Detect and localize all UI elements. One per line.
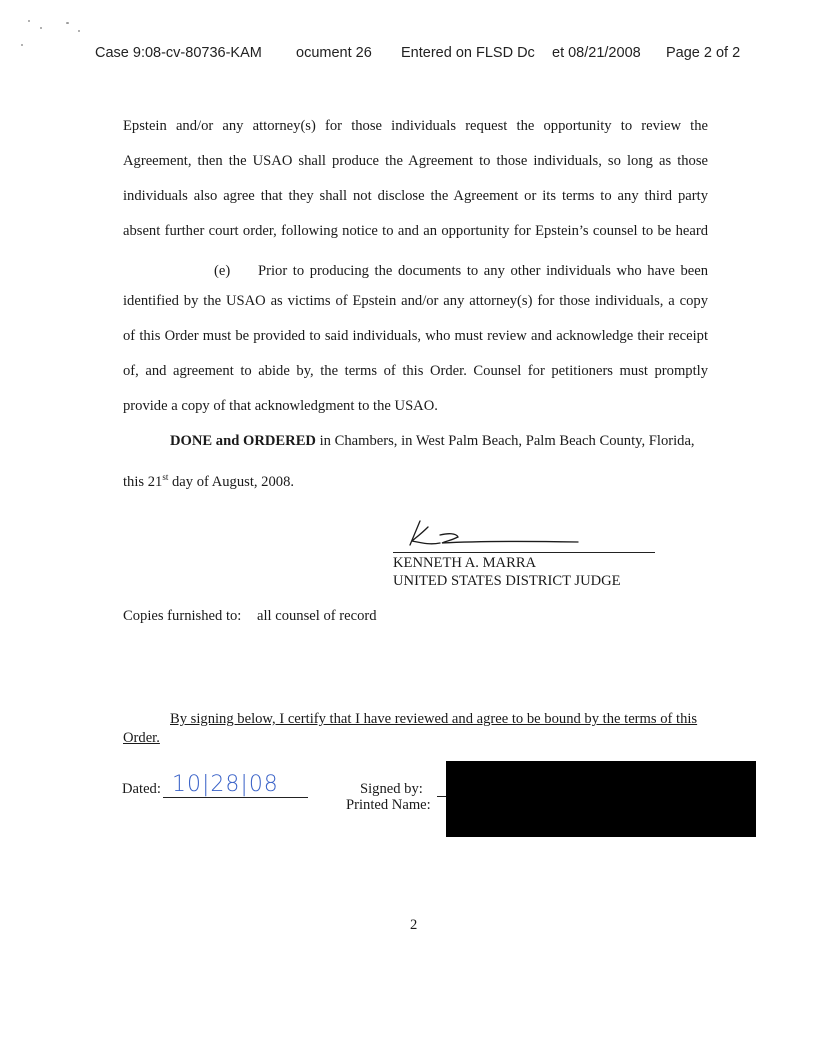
redaction-box bbox=[446, 761, 756, 837]
page-indicator: Page 2 of 2 bbox=[666, 45, 741, 61]
done-rest: in Chambers, in West Palm Beach, Palm Beach County, Florida, bbox=[315, 433, 695, 449]
done-bold: DONE and ORDERED bbox=[170, 433, 316, 449]
case-number: Case 9:08-cv-80736-KAM bbox=[95, 45, 262, 61]
done-end: day of August, 2008. bbox=[168, 473, 295, 490]
ordinal-suffix: st bbox=[162, 472, 169, 482]
text-line: provide a copy of that acknowledgment to the USAO. bbox=[123, 398, 438, 414]
text-line: Epstein and/or any attorney(s) for those individuals request the opportunity to review the bbox=[123, 118, 708, 134]
text-line: of, and agreement to abide by, the terms of this Order. Counsel for petitioners must promptly bbox=[123, 363, 708, 379]
printed-name-label: Printed Name: bbox=[346, 797, 431, 813]
judge-title: UNITED STATES DISTRICT JUDGE bbox=[393, 573, 621, 589]
page-number: 2 bbox=[410, 917, 418, 933]
scan-speck bbox=[66, 22, 69, 24]
scan-speck bbox=[78, 30, 80, 32]
text-line: individuals also agree that they shall not disclose the Agreement or its terms to any third party bbox=[123, 188, 708, 204]
item-e-label: (e) bbox=[214, 263, 231, 279]
paragraph-e bbox=[123, 284, 708, 424]
certification-line2: Order. bbox=[123, 730, 160, 746]
judge-signature-line bbox=[393, 552, 655, 553]
item-e-first-line: Prior to producing the documents to any other individuals who have been bbox=[258, 263, 708, 279]
done-and-ordered bbox=[170, 424, 695, 459]
entry-date: et 08/21/2008 bbox=[552, 45, 641, 61]
dated-handwritten-value: 10|28|08 bbox=[172, 772, 279, 797]
scan-speck bbox=[28, 20, 30, 22]
judge-signature bbox=[400, 515, 580, 555]
signed-by-label: Signed by: bbox=[360, 781, 423, 797]
text-line: of this Order must be provided to said individuals, who must review and acknowledge their receipt bbox=[123, 328, 708, 344]
dated-label: Dated: bbox=[122, 781, 161, 797]
certification-text bbox=[170, 711, 697, 728]
page-header bbox=[0, 45, 816, 65]
done-date-line bbox=[123, 460, 294, 500]
done-this: this 21 bbox=[123, 473, 163, 490]
paragraph-continued bbox=[123, 109, 708, 249]
text-line: absent further court order, following notice to and an opportunity for Epstein’s counsel to be heard bbox=[123, 223, 708, 239]
document-number: ocument 26 bbox=[296, 45, 372, 61]
certification-text-end bbox=[123, 730, 160, 747]
dated-line bbox=[163, 797, 308, 798]
copies-value: all counsel of record bbox=[257, 608, 377, 624]
judge-name: KENNETH A. MARRA bbox=[393, 555, 537, 571]
text-line: Agreement, then the USAO shall produce the Agreement to those individuals, so long as those bbox=[123, 153, 708, 169]
scan-speck bbox=[40, 27, 42, 29]
entered-on: Entered on FLSD Dc bbox=[401, 45, 535, 61]
copies-label: Copies furnished to: bbox=[123, 608, 242, 624]
text-line: identified by the USAO as victims of Epstein and/or any attorney(s) for those individuals, a copy bbox=[123, 293, 708, 309]
certification-line1: By signing below, I certify that I have reviewed and agree to be bound by the terms of this bbox=[170, 711, 698, 727]
